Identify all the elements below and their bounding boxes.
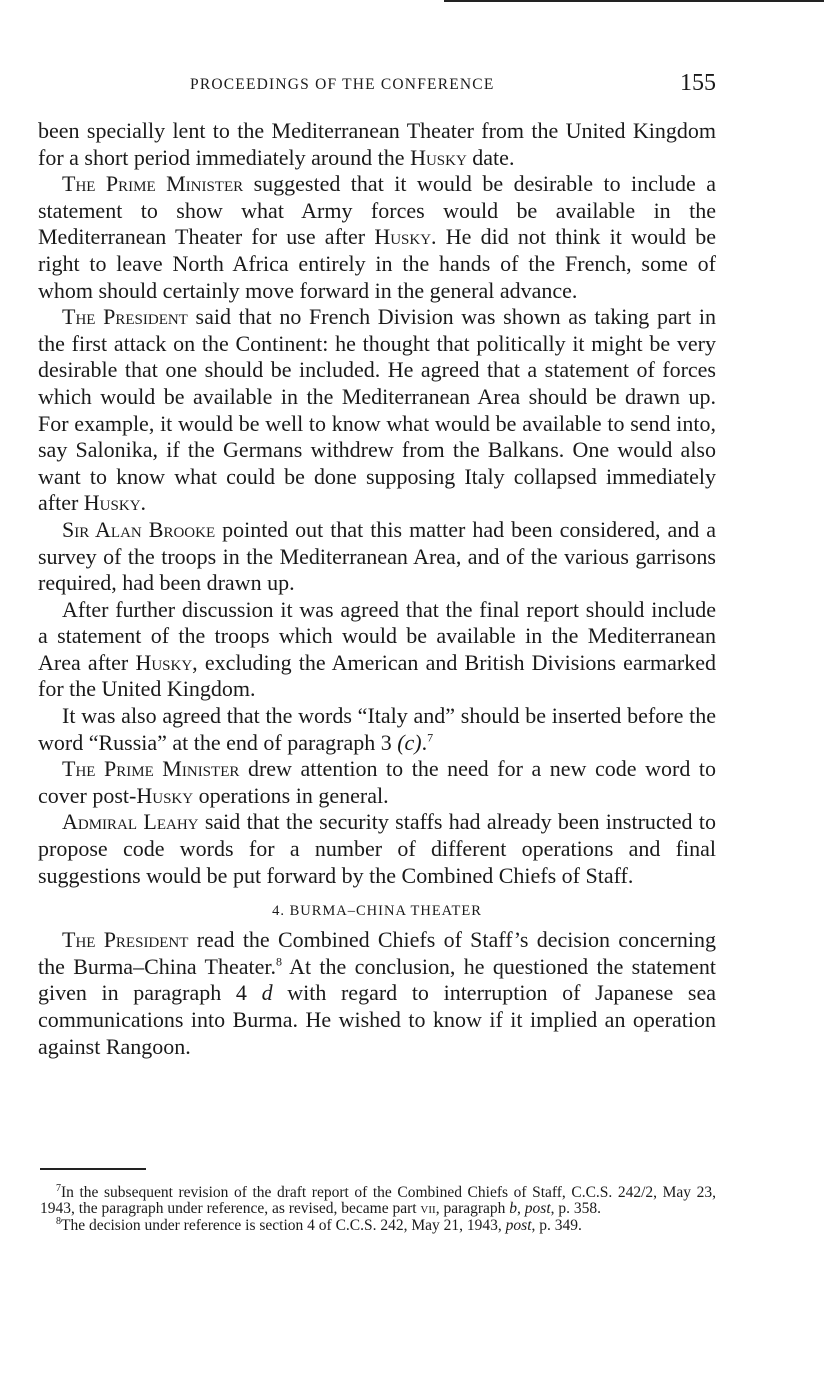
paragraph-1: been specially lent to the Mediterranean Theater from the United Kingdom for a short period immediately around the Husky date.: [38, 118, 716, 170]
code-word: Husky: [410, 144, 467, 170]
speaker-name: The Prime Minister: [62, 171, 244, 197]
footnote-rule: [40, 1168, 146, 1170]
paragraph-6: It was also agreed that the words “Italy and” should be inserted before the word “Russia” at the end of paragraph 3 (c).$^7$: [38, 703, 716, 755]
section-heading: 4. BURMA–CHINA THEATER: [272, 903, 482, 920]
running-head: [40, 70, 716, 104]
code-word: Husky: [135, 649, 193, 675]
sub-paragraph-letter: (c): [397, 729, 422, 755]
code-word: Husky: [136, 782, 194, 808]
code-word: Husky: [374, 224, 432, 250]
paragraph-3: The President said that no French Division was shown as taking part in the first attack on the Continent: he thought that politically it might be very desirable that one should be included. He agreed that a statement of forces which would be available in the Mediterranean Area should be drawn up. For example, it would be well to know what would be available to send into, say Salonika, if the Germans withdrew from the Balkans. One would also want to know what could be done supposing Italy collapsed immediately after Husky.: [38, 304, 716, 516]
paragraph-7: The Prime Minister drew attention to the need for a new code word to cover post-Husky operations in general.: [38, 756, 716, 808]
paragraph-9: The President read the Combined Chiefs of Staff’s decision concerning the Burma–China Theater.$^8$ At the conclusion, he questioned the statement given in paragraph 4 d with regard to interruption of Japanese sea communications into Burma. He wished to know if it implied an operation against Rangoon.: [38, 927, 717, 1059]
footnote-mark: 8: [56, 1215, 61, 1227]
speaker-name: The President: [62, 927, 189, 953]
footnotes: [40, 1182, 716, 1234]
speaker-name: The Prime Minister: [62, 756, 240, 782]
main-text: [38, 118, 716, 1060]
footnote-8: $^8$The decision under reference is section 4 of C.C.S. 242, May 21, 1943, post, p. 349.: [56, 1215, 582, 1234]
footnote-7: $^7$In the subsequent revision of the draft report of the Combined Chiefs of Staff, C.C.S. 242/2, May 23, 1943, the paragraph under reference, as revised, became part vii, paragraph b, post, p. 358.: [40, 1182, 716, 1218]
page-number: 155: [680, 70, 716, 96]
paragraph-5: After further discussion it was agreed that the final report should include a statement of the troops which would be available in the Mediterranean Area after Husky, excluding the American and British Divisions earmarked for the United Kingdom.: [38, 596, 717, 702]
paragraph-4: Sir Alan Brooke pointed out that this matter had been considered, and a survey of the troops in the Mediterranean Area, and of the various garrisons required, had been drawn up.: [38, 516, 717, 596]
paragraph-2: The Prime Minister suggested that it would be desirable to include a statement to show what Army forces would be available in the Mediterranean Theater for use after Husky. He did not think it would be right to leave North Africa entirely in the hands of the French, some of whom should certainly move forward in the general advance.: [38, 171, 717, 303]
speaker-name: The President: [62, 304, 188, 330]
paragraph-letter: d: [261, 980, 273, 1006]
roman-numeral: vii: [420, 1200, 436, 1218]
footnote-mark: 7: [56, 1182, 61, 1194]
top-edge-rule: [444, 0, 824, 2]
speaker-name: Admiral Leahy: [62, 809, 199, 835]
paragraph-8: Admiral Leahy said that the security staffs had already been instructed to propose code words for a number of different operations and final suggestions would be put forward by the Combined Chiefs of Staff.: [38, 809, 717, 888]
code-word: Husky: [83, 490, 141, 516]
running-title: PROCEEDINGS OF THE CONFERENCE: [190, 76, 495, 93]
speaker-name: Sir Alan Brooke: [62, 516, 216, 542]
footnote-reference: 8: [276, 954, 282, 969]
footnote-reference: 7: [427, 730, 434, 745]
